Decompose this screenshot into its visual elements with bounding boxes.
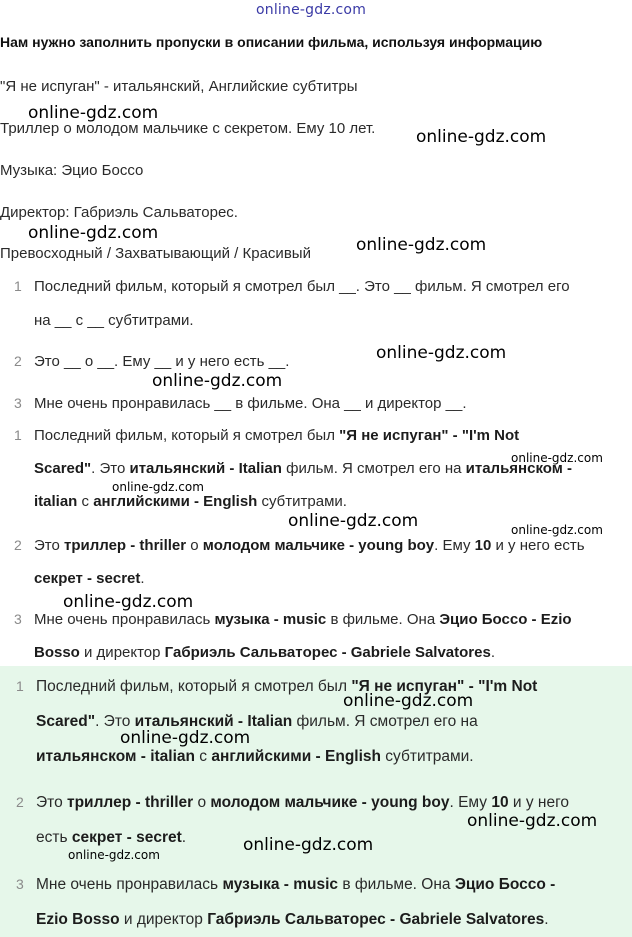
item-number: 3 <box>14 395 22 411</box>
filled-1-line-c: italian с английскими - English субтитрами. <box>34 493 347 510</box>
filled-item-1 <box>0 427 632 517</box>
template-item-1 <box>0 278 632 338</box>
filled-item-3 <box>0 611 632 671</box>
watermark: online-gdz.com <box>416 127 547 147</box>
panel-2-line-a: Это триллер - thriller о молодом мальчике - young boy. Ему 10 и у него <box>36 794 570 811</box>
template-line-2: Это __ о __. Ему __ и у него есть __. <box>34 353 290 370</box>
item-number: 3 <box>14 611 22 627</box>
filled-1-line-b: Scared". Это итальянский - Italian фильм. Я смотрел его на итальянском - <box>34 460 572 477</box>
info-line-music: Музыка: Эцио Боссо <box>0 162 144 179</box>
item-number: 1 <box>14 427 22 443</box>
watermark: online-gdz.com <box>376 343 507 363</box>
watermark: online-gdz.com <box>120 728 251 748</box>
item-number: 1 <box>16 678 24 694</box>
watermark: online-gdz.com <box>467 811 598 831</box>
filled-2-line-b: секрет - secret. <box>34 570 145 587</box>
watermark: online-gdz.com <box>112 480 204 494</box>
template-line-3: Мне очень пронравилась __ в фильме. Она __ и директор __. <box>34 395 467 412</box>
watermark: online-gdz.com <box>511 451 603 465</box>
watermark: online-gdz.com <box>68 848 160 862</box>
panel-item-1 <box>0 678 632 768</box>
info-line-director: Директор: Габриэль Сальватoрес. <box>0 204 238 221</box>
panel-1-line-b: Scared". Это итальянский - Italian фильм. Я смотрел его на <box>36 713 478 730</box>
item-number: 2 <box>16 794 24 810</box>
filled-2-line-a: Это триллер - thriller о молодом мальчике - young boy. Ему 10 и у него есть <box>34 537 585 554</box>
watermark: online-gdz.com <box>28 103 159 123</box>
info-line-adjectives: Превосходный / Захватывающий / Красивый <box>0 245 311 262</box>
filled-3-line-a: Мне очень пронравилась музыка - music в фильме. Она Эцио Боссо - Ezio <box>34 611 572 628</box>
filled-item-2 <box>0 537 632 597</box>
item-number: 3 <box>16 876 24 892</box>
item-number: 2 <box>14 353 22 369</box>
panel-1-line-a: Последний фильм, который я смотрел был "Я не испуган" - "I'm Not <box>36 678 538 695</box>
watermark: online-gdz.com <box>152 371 283 391</box>
panel-1-line-c: итальянском - italian с английскими - English субтитрами. <box>36 748 474 765</box>
info-line-title: "Я не испуган" - итальянский, Английские субтитры <box>0 78 358 95</box>
watermark: online-gdz.com <box>343 691 474 711</box>
watermark: online-gdz.com <box>288 511 419 531</box>
panel-3-line-a: Мне очень пронравилась музыка - music в фильме. Она Эцио Боссо - <box>36 876 556 893</box>
filled-3-line-b: Bosso и директор Габриэль Сальватoрес - Gabriele Salvatores. <box>34 644 496 661</box>
top-watermark: online-gdz.com <box>256 2 367 18</box>
panel-2-line-b: есть секрет - secret. <box>36 829 187 846</box>
info-line-plot: Триллер о молодом мальчике с секретом. Ему 10 лет. <box>0 120 376 137</box>
template-line-1a: Последний фильм, который я смотрел был __. Это __ фильм. Я смотрел его <box>34 278 570 295</box>
watermark: online-gdz.com <box>243 835 374 855</box>
panel-3-line-b: Ezio Bosso и директор Габриэль Сальватoрес - Gabriele Salvatores. <box>36 911 549 928</box>
item-number: 1 <box>14 278 22 294</box>
watermark: online-gdz.com <box>28 223 159 243</box>
filled-1-line-a: Последний фильм, который я смотрел был "Я не испуган" - "I'm Not <box>34 427 520 444</box>
template-item-2 <box>0 353 632 373</box>
watermark: online-gdz.com <box>511 523 603 537</box>
task-heading: Нам нужно заполнить пропуски в описании фильма, используя информацию <box>0 34 543 50</box>
template-line-1b: на __ с __ субтитрами. <box>34 312 194 329</box>
panel-item-3 <box>0 876 632 936</box>
item-number: 2 <box>14 537 22 553</box>
answer-panel <box>0 666 632 937</box>
watermark: online-gdz.com <box>356 235 487 255</box>
template-item-3 <box>0 395 632 415</box>
watermark: online-gdz.com <box>63 592 194 612</box>
